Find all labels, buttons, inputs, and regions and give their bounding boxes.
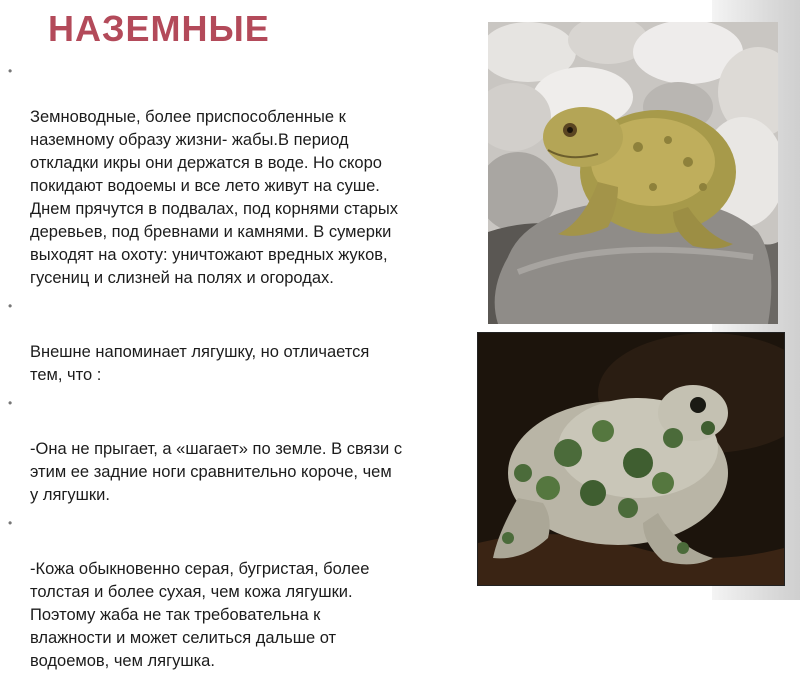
bullet-list — [6, 60, 496, 678]
bullet-text-3: -Она не прыгает, а «шагает» по земле. В связи с этим ее задние ноги сравнительно короче, чем у лягушки. — [30, 440, 403, 504]
bullet-text-1: Земноводные, более приспособленные к наземному образу жизни- жабы.В период откладки икры они держатся в воде. Но скоро покидают водоемы и все лето живут на суше. Днем прячутся в подвалах, под корнями старых деревьев, под бревнами и камнями. В сумерки выходят на охоту: уничтожают вредных жуков, гусениц и слизней на полях и огородах. — [30, 108, 398, 287]
bullet-item-1 — [6, 60, 496, 290]
bullet-item-3 — [6, 392, 496, 507]
bullet-dot-icon: • — [8, 516, 13, 530]
toad-on-rocks-photo — [488, 22, 778, 324]
green-toad-photo — [477, 332, 785, 586]
bullet-text-4: -Кожа обыкновенно серая, бугристая, более толстая и более сухая, чем кожа лягушки. Поэтому жаба не так требовательна к влажности и может селиться дальше от водоемов, чем лягушка. — [30, 560, 370, 670]
bullet-dot-icon: • — [8, 299, 13, 313]
bullet-item-2 — [6, 295, 496, 387]
bullet-dot-icon: • — [8, 64, 13, 78]
bullet-item-4 — [6, 512, 496, 673]
bullet-text-2: Внешне напоминает лягушку, но отличается тем, что : — [30, 343, 370, 384]
bullet-dot-icon: • — [8, 396, 13, 410]
slide-title: НАЗЕМНЫЕ — [48, 8, 270, 49]
